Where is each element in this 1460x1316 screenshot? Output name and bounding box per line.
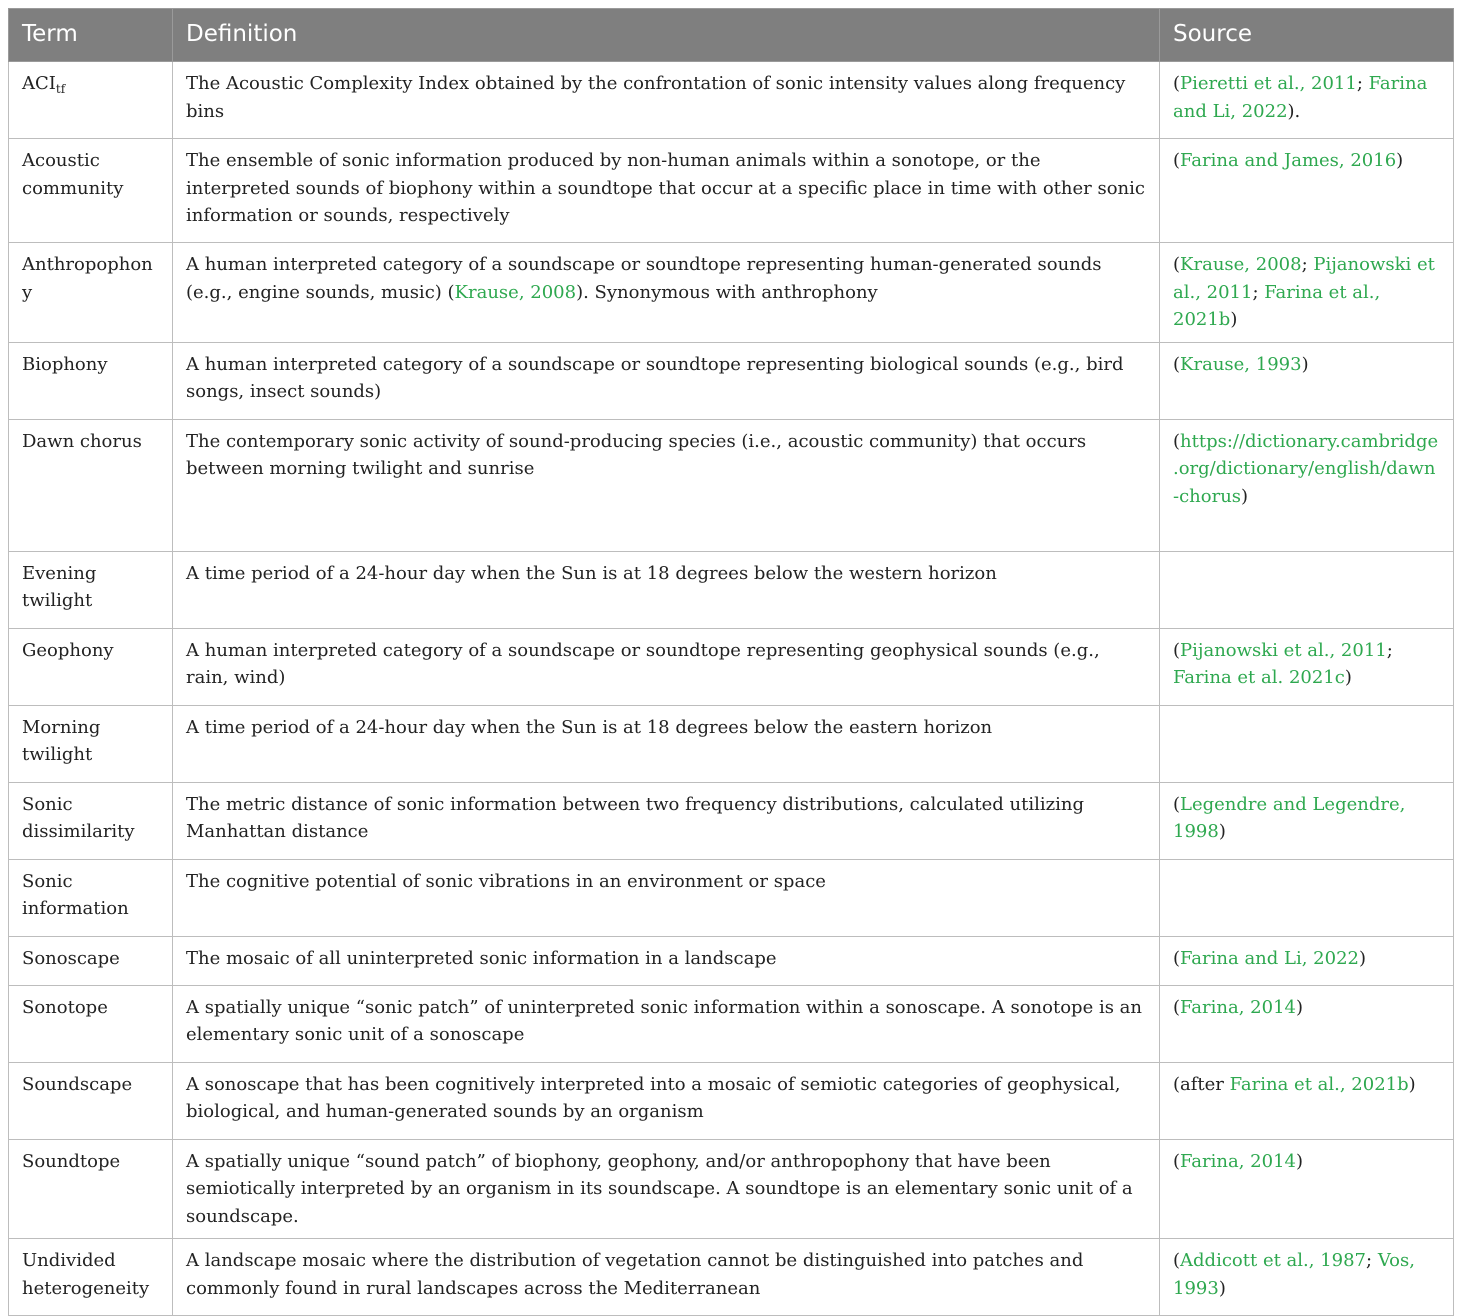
table-row — [9, 342, 1454, 419]
source-text: ) — [1344, 667, 1352, 688]
citation-link[interactable]: Pijanowski et al., 2011 — [1173, 254, 1435, 303]
definition-cell: A spatially unique “sonic patch” of uninterpreted sonic information within a sonoscape. A sonotope is an elementary sonic unit of a sonoscape — [173, 985, 1160, 1062]
citation-link[interactable]: Farina and James, 2016 — [1180, 150, 1397, 171]
table-row — [9, 628, 1454, 705]
definition-text: ). Synonymous with anthrophony — [576, 281, 878, 303]
term-cell: Evening twilight — [9, 551, 173, 628]
glossary-table — [8, 8, 1454, 1316]
table-row — [9, 551, 1454, 628]
citation-link[interactable]: Addicott et al., 1987 — [1180, 1250, 1367, 1271]
source-text: ( — [1173, 793, 1181, 815]
definition-cell: The mosaic of all uninterpreted sonic information in a landscape — [173, 936, 1160, 985]
header-term: Term — [9, 9, 173, 62]
citation-link[interactable]: Vos, 1993 — [1173, 1250, 1415, 1299]
citation-link[interactable]: Farina et al. 2021c — [1173, 667, 1345, 688]
header-source: Source — [1160, 9, 1454, 62]
term-cell: Dawn chorus — [9, 419, 173, 551]
term-cell: Acoustic community — [9, 139, 173, 243]
header-row — [9, 9, 1454, 62]
definition-cell — [173, 243, 1160, 343]
source-text: ; — [1366, 1250, 1378, 1271]
table-body — [9, 62, 1454, 1316]
source-text: ) — [1301, 353, 1309, 375]
table-row — [9, 1239, 1454, 1316]
definition-cell: A landscape mosaic where the distribution of vegetation cannot be distinguished into patches and commonly found in rural landscapes across the Mediterranean — [173, 1239, 1160, 1316]
citation-link[interactable]: Legendre and Legendre, 1998 — [1173, 793, 1406, 842]
citation-link[interactable]: Pieretti et al., 2011 — [1180, 73, 1357, 94]
source-cell — [1160, 1239, 1454, 1316]
citation-link[interactable]: Farina, 2014 — [1180, 996, 1296, 1018]
definition-cell: A human interpreted category of a soundscape or soundtope representing biological sounds (e.g., bird songs, insect sounds) — [173, 342, 1160, 419]
table-row — [9, 705, 1454, 782]
source-text: ( — [1173, 1150, 1181, 1172]
table-row — [9, 1062, 1454, 1139]
source-cell — [1160, 936, 1454, 985]
table-row — [9, 139, 1454, 243]
source-text: ) — [1295, 1150, 1303, 1172]
term-text: ACI — [22, 73, 56, 94]
source-text: ( — [1173, 947, 1181, 969]
term-cell: Undivided heterogeneity — [9, 1239, 173, 1316]
citation-link[interactable]: Farina and Li, 2022 — [1173, 73, 1428, 122]
source-cell — [1160, 419, 1454, 551]
citation-link[interactable]: Farina et al., 2021b — [1173, 281, 1381, 330]
citation-link[interactable]: Pijanowski et al., 2011 — [1180, 639, 1387, 661]
definition-cell: A sonoscape that has been cognitively interpreted into a mosaic of semiotic categories of geophysical, biological, and human-generated sounds by an organism — [173, 1062, 1160, 1139]
term-cell: Biophony — [9, 342, 173, 419]
definition-cell: The cognitive potential of sonic vibrations in an environment or space — [173, 859, 1160, 936]
source-text: ) — [1218, 1277, 1226, 1299]
term-cell: Soundscape — [9, 1062, 173, 1139]
source-text: ) — [1408, 1073, 1416, 1095]
citation-link[interactable]: Krause, 1993 — [1180, 353, 1302, 375]
definition-cell: A time period of a 24-hour day when the Sun is at 18 degrees below the western horizon — [173, 551, 1160, 628]
definition-cell: The ensemble of sonic information produced by non-human animals within a sonotope, or the interpreted sounds of biophony within a soundtope that occur at a specific place in time with other sonic information or sounds, respectively — [173, 139, 1160, 243]
term-cell: Geophony — [9, 628, 173, 705]
source-cell — [1160, 705, 1454, 782]
table-row — [9, 859, 1454, 936]
source-cell — [1160, 551, 1454, 628]
source-text: ( — [1173, 353, 1181, 375]
table-row — [9, 936, 1454, 985]
source-text: (after — [1173, 1073, 1230, 1095]
source-cell — [1160, 62, 1454, 139]
table-row — [9, 62, 1454, 139]
source-url-link[interactable]: https://dictionary.cambridge.org/dictionary/english/dawn-chorus — [1173, 430, 1439, 507]
source-cell — [1160, 1062, 1454, 1139]
table-header — [9, 9, 1454, 62]
source-text: ) — [1396, 150, 1404, 171]
source-text: ; — [1252, 281, 1265, 303]
definition-cell: The metric distance of sonic information between two frequency distributions, calculated utilizing Manhattan distance — [173, 782, 1160, 859]
citation-link[interactable]: Krause, 2008 — [1180, 254, 1302, 275]
source-text: ( — [1173, 639, 1181, 661]
source-text: ) — [1218, 821, 1226, 842]
definition-cell: The contemporary sonic activity of sound-producing species (i.e., acoustic community) that occurs between morning twilight and sunrise — [173, 419, 1160, 551]
header-definition: Definition — [173, 9, 1160, 62]
source-text: ; — [1301, 254, 1314, 275]
table-row — [9, 1139, 1454, 1239]
term-cell: Morning twilight — [9, 705, 173, 782]
source-text: ( — [1173, 1250, 1181, 1271]
source-cell — [1160, 985, 1454, 1062]
source-text: ). — [1287, 100, 1301, 122]
term-cell: Sonotope — [9, 985, 173, 1062]
table-row — [9, 419, 1454, 551]
term-cell — [9, 62, 173, 139]
citation-link[interactable]: Krause, 2008 — [454, 281, 577, 303]
definition-cell: A human interpreted category of a soundscape or soundtope representing geophysical sounds (e.g., rain, wind) — [173, 628, 1160, 705]
source-text: ) — [1230, 309, 1238, 330]
source-cell — [1160, 859, 1454, 936]
term-cell: Soundtope — [9, 1139, 173, 1239]
term-cell: Anthropophony — [9, 243, 173, 343]
source-text: ( — [1173, 254, 1181, 275]
source-text: ; — [1356, 73, 1369, 94]
term-cell: Sonoscape — [9, 936, 173, 985]
source-text: ( — [1173, 430, 1181, 452]
citation-link[interactable]: Farina, 2014 — [1180, 1150, 1296, 1172]
term-cell: Sonic information — [9, 859, 173, 936]
term-subscript: tf — [55, 82, 66, 96]
term-cell: Sonic dissimilarity — [9, 782, 173, 859]
table-row — [9, 985, 1454, 1062]
source-text: ( — [1173, 996, 1181, 1018]
source-text: ( — [1173, 73, 1181, 94]
definition-text: A human interpreted category of a soundscape or soundtope representing human-generated sounds (e.g., engine sounds, music) ( — [186, 254, 1102, 303]
source-cell — [1160, 342, 1454, 419]
table-row — [9, 243, 1454, 343]
source-cell — [1160, 782, 1454, 859]
definition-cell: The Acoustic Complexity Index obtained by the confrontation of sonic intensity values along frequency bins — [173, 62, 1160, 139]
source-cell — [1160, 628, 1454, 705]
source-cell — [1160, 243, 1454, 343]
source-text: ) — [1358, 947, 1366, 969]
source-cell — [1160, 1139, 1454, 1239]
table-row — [9, 782, 1454, 859]
source-text: ) — [1295, 996, 1303, 1018]
source-cell — [1160, 139, 1454, 243]
source-text: ; — [1386, 639, 1393, 661]
source-text: ) — [1241, 485, 1249, 507]
definition-cell: A time period of a 24-hour day when the Sun is at 18 degrees below the eastern horizon — [173, 705, 1160, 782]
citation-link[interactable]: Farina and Li, 2022 — [1180, 947, 1359, 969]
definition-cell: A spatially unique “sound patch” of biophony, geophony, and/or anthropophony that have been semiotically interpreted by an organism in its soundscape. A soundtope is an elementary sonic unit of a soundscape. — [173, 1139, 1160, 1239]
citation-link[interactable]: Farina et al., 2021b — [1229, 1073, 1409, 1095]
source-text: ( — [1173, 150, 1181, 171]
